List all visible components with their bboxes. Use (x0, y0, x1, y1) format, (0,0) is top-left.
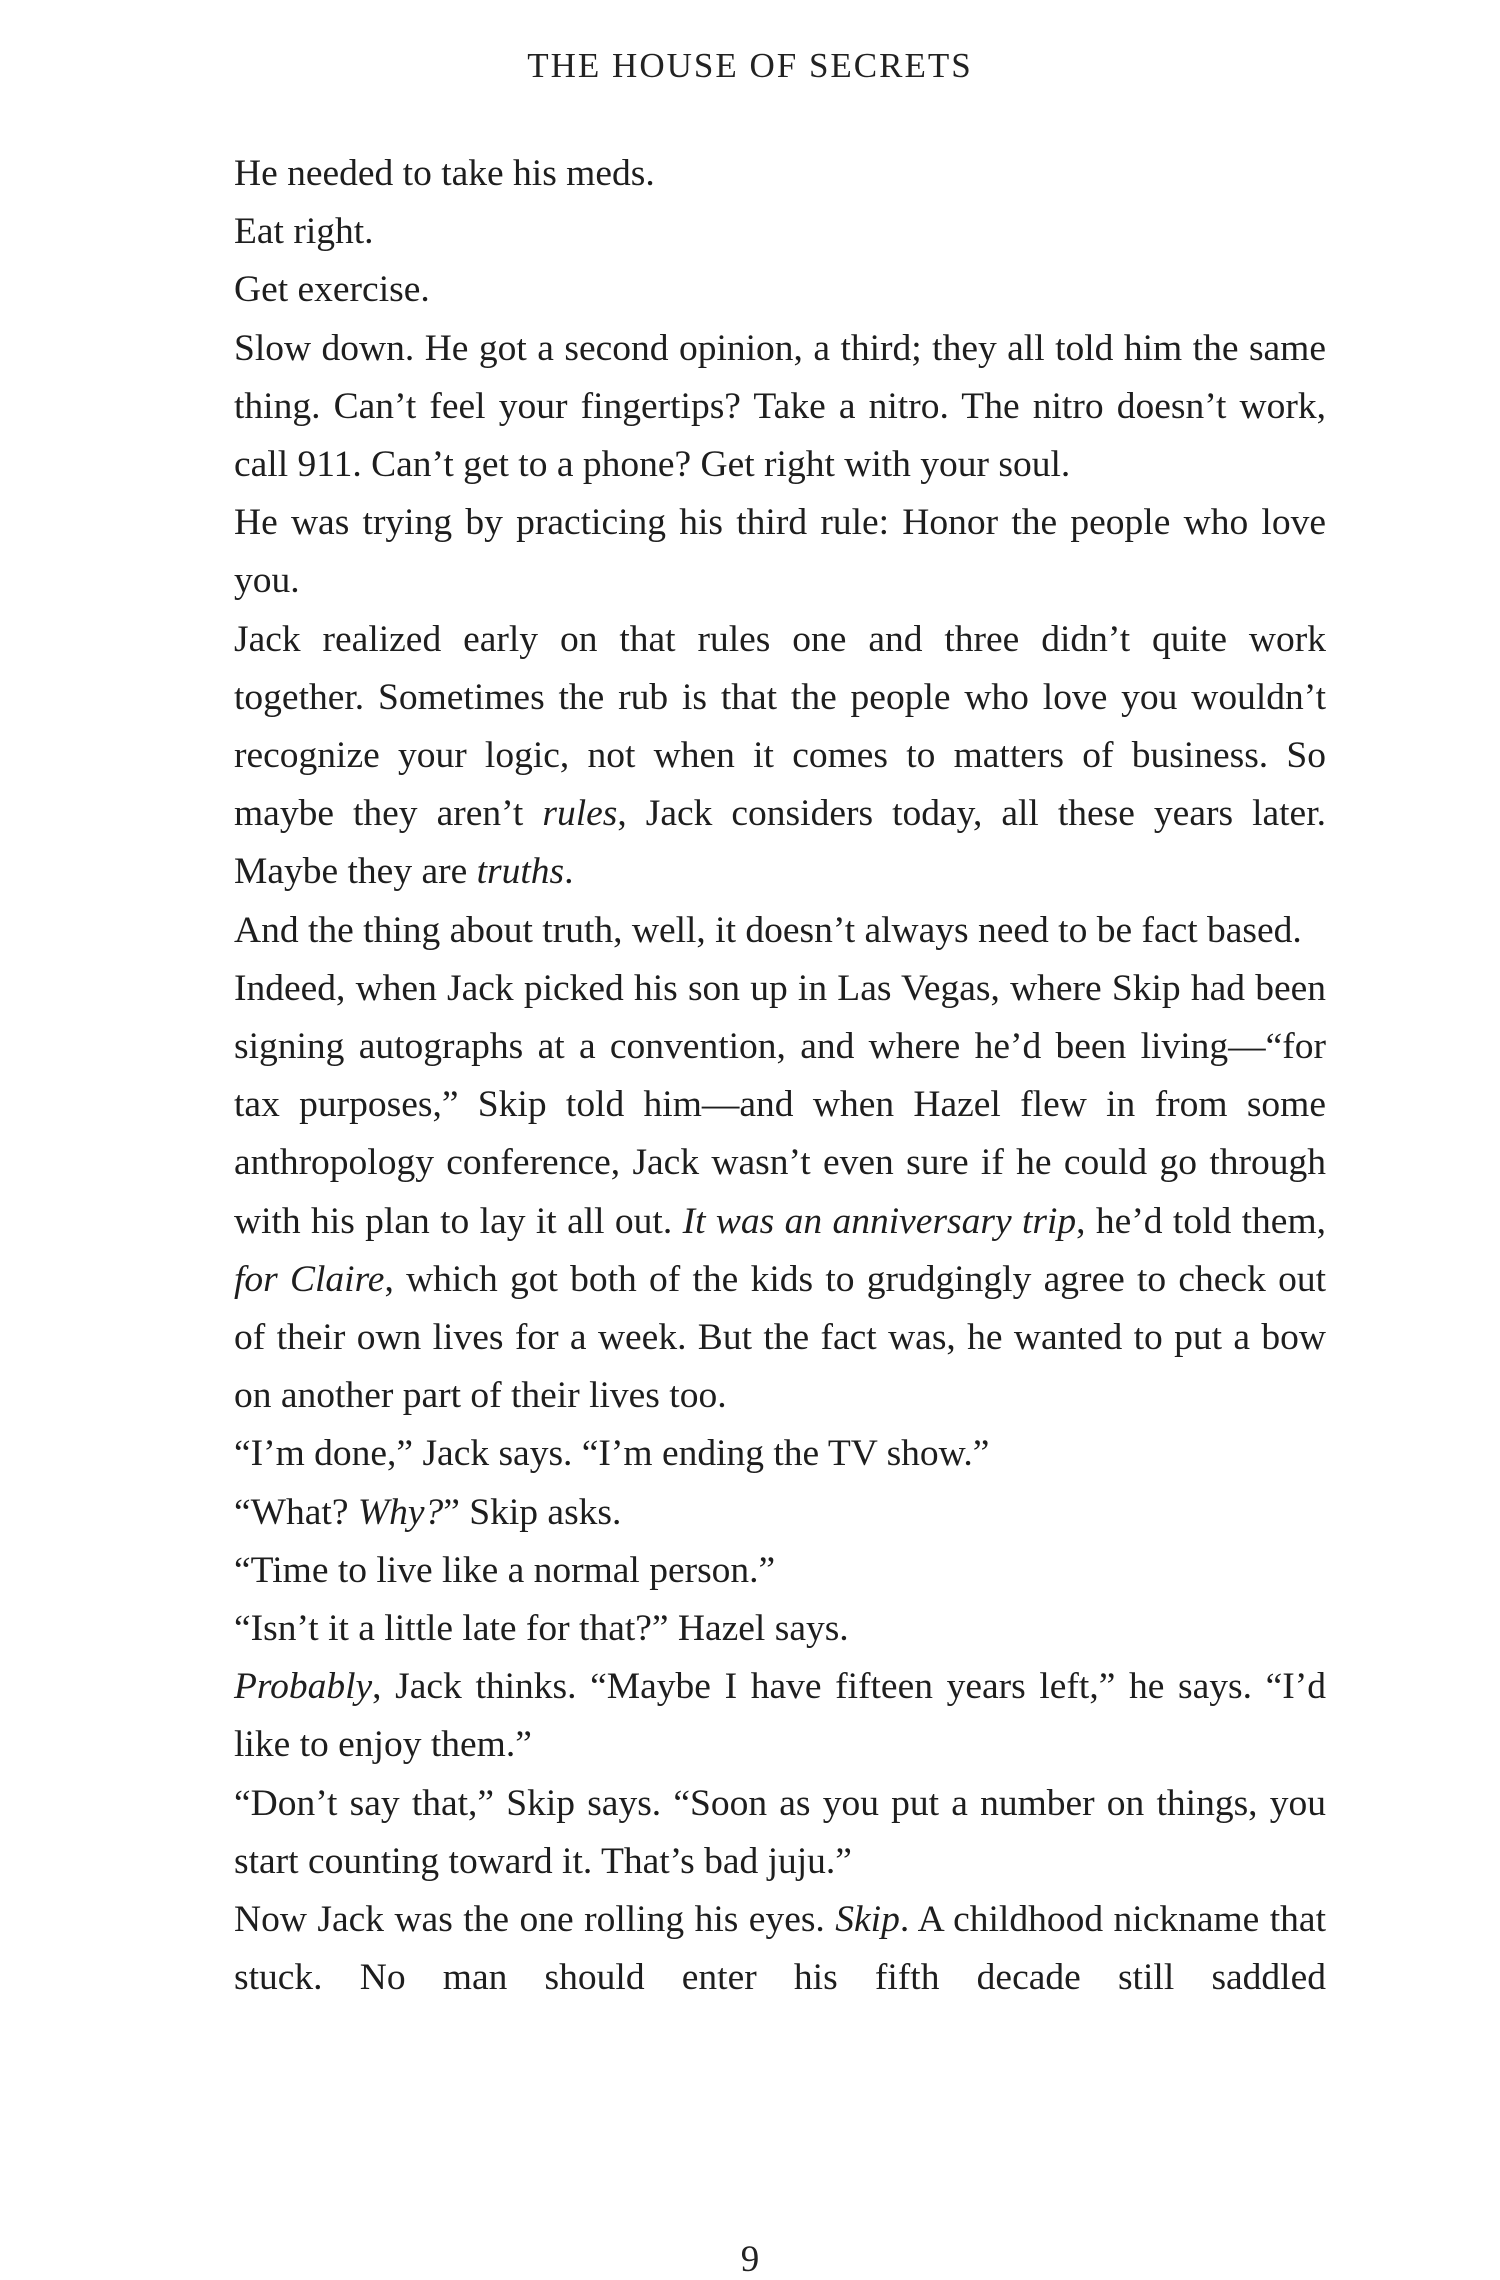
paragraph: And the thing about truth, well, it doesn’t always need to be fact based. (234, 909, 1302, 951)
paragraph: Eat right. (234, 211, 374, 253)
running-head-title: THE HOUSE OF SECRETS (527, 46, 973, 85)
paragraph: Probably, Jack thinks. “Maybe I have fifteen years left,” he says. “I’d like to enjoy them.” (234, 1666, 1326, 1766)
paragraph: Now Jack was the one rolling his eyes. Skip. A childhood nickname that stuck. No man should enter his fifth decade still saddled (234, 1899, 1326, 1999)
paragraph: Slow down. He got a second opinion, a third; they all told him the same thing. Can’t feel your fingertips? Take a nitro. The nitro doesn’t work, call 911. Can’t get to a phone? Get right with your soul. (234, 327, 1326, 486)
paragraph: “Don’t say that,” Skip says. “Soon as you put a number on things, you start counting toward it. That’s bad juju.” (234, 1782, 1326, 1882)
paragraph: “Isn’t it a little late for that?” Hazel says. (234, 1608, 849, 1650)
page-number: 9 (740, 2239, 760, 2280)
paragraph: He needed to take his meds. (234, 153, 655, 194)
body-text (234, 145, 1326, 2008)
paragraph: Indeed, when Jack picked his son up in Las Vegas, where Skip had been signing autographs at a convention, and where he’d been living—“for tax purposes,” Skip told him—and when Hazel flew in from some anthropology conference, Jack wasn’t even sure if he could go through with his plan to lay it all out. It was an anniversary trip, he’d told them, for Claire, which got both of the kids to grudgingly agree to check out of their own lives for a week. But the fact was, he wanted to put a bow on another part of their lives too. (234, 967, 1326, 1417)
paragraph: “Time to live like a normal person.” (234, 1549, 776, 1591)
paragraph: Jack realized early on that rules one and three didn’t quite work together. Sometimes the rub is that the people who love you wouldn’t recognize your logic, not when it comes to matters of business. So maybe they aren’t rules, Jack considers today, all these years later. Maybe they are truths. (234, 618, 1326, 893)
paragraph: “What? Why?” Skip asks. (234, 1491, 622, 1533)
paragraph: He was trying by practicing his third rule: Honor the people who love you. (234, 502, 1326, 602)
paragraph: Get exercise. (234, 269, 430, 311)
paragraph: “I’m done,” Jack says. “I’m ending the TV show.” (234, 1433, 990, 1475)
